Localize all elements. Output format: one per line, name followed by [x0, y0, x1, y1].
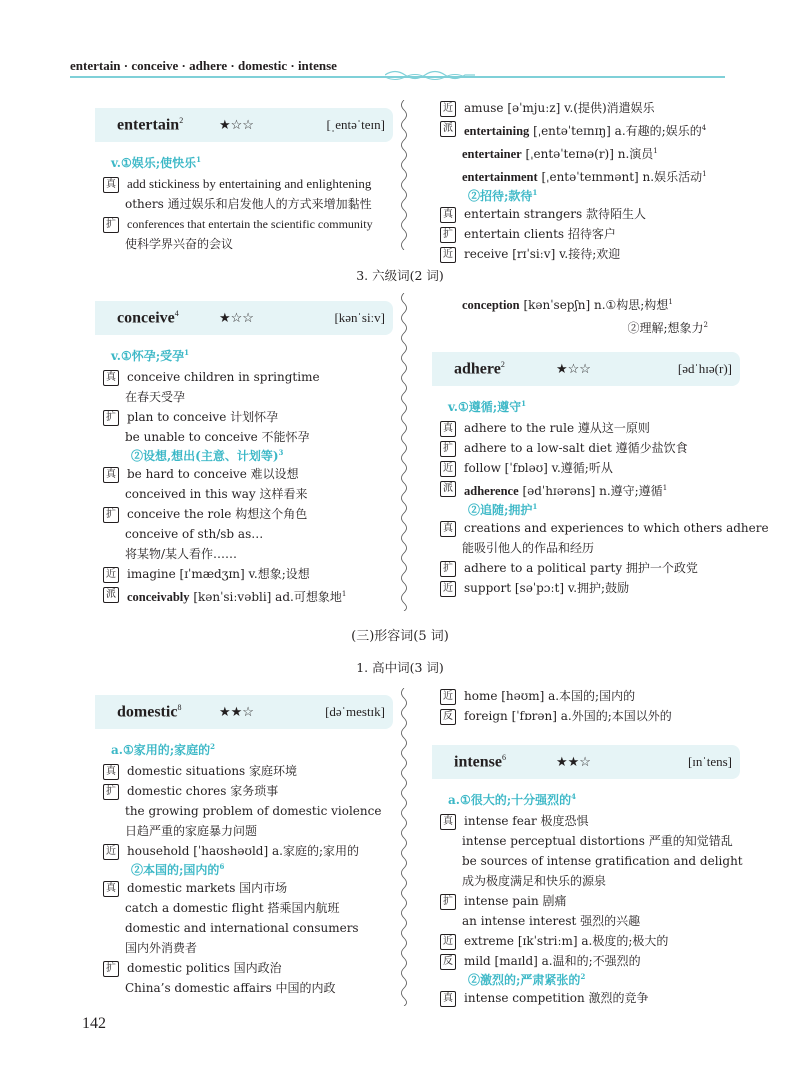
column-divider	[398, 688, 410, 1006]
headword-card	[432, 352, 740, 386]
tag-zhen-icon: 真	[440, 207, 456, 223]
example: 成为极度满足和快乐的源泉	[462, 874, 607, 888]
derivative: ②理解;想象力$^2$	[627, 321, 708, 335]
sense-heading: a.①家用的;家庭的$^2$	[111, 742, 216, 757]
example: an intense interest 强烈的兴趣	[462, 914, 641, 928]
tag-kuo-icon: 扩	[103, 784, 119, 800]
phonetic: [ˌentəˈteɪn]	[326, 117, 385, 132]
example: 能吸引他人的作品和经历	[462, 541, 595, 555]
tag-zhen-icon: 真	[440, 991, 456, 1007]
sense-heading: ②本国的;国内的$^6$	[131, 862, 225, 877]
example: 日趋严重的家庭暴力问题	[125, 824, 258, 838]
headword: intense$^6$	[454, 752, 506, 771]
example: adhere to the rule 遵从这一原则	[464, 421, 650, 435]
headword-card	[95, 301, 393, 335]
example: conceived in this way 这样看来	[125, 487, 308, 501]
headword-card	[95, 108, 393, 142]
tag-zhen-icon: 真	[103, 764, 119, 780]
tag-zhen-icon: 真	[440, 521, 456, 537]
example: conceive the role 构想这个角色	[127, 507, 308, 521]
example: be hard to conceive 难以设想	[127, 467, 299, 481]
section-heading: (三)形容词(5 词)	[351, 629, 449, 644]
derivative: entertainment [ˌentəˈteɪnmənt] n.娱乐活动$^1$	[462, 170, 707, 184]
example: domestic markets 国内市场	[127, 881, 288, 895]
entry-domestic	[103, 695, 393, 998]
tag-jin-icon: 近	[440, 461, 456, 477]
entry-intense	[440, 745, 743, 1008]
page-number: 142	[82, 1015, 106, 1032]
star-rating: ★☆☆	[219, 117, 254, 133]
example: China’s domestic affairs 中国的内政	[125, 981, 336, 995]
example: plan to conceive 计划怀孕	[127, 410, 279, 424]
entry-conceive	[103, 301, 393, 607]
tag-zhen-icon: 真	[103, 370, 119, 386]
example: the growing problem of domestic violence	[125, 804, 382, 818]
derivative: entertaining [ˌentəˈteɪnɪŋ] a.有趣的;娱乐的$^4$	[464, 124, 707, 138]
example: domestic and international consumers	[125, 921, 359, 935]
star-rating: ★☆☆	[219, 310, 254, 326]
sense-heading: ②追随;拥护$^1$	[468, 502, 538, 517]
synonym: support [səˈpɔːt] v.拥护;鼓励	[464, 581, 630, 595]
entry-entertain-cont	[440, 98, 740, 264]
example: be sources of intense gratification and delight	[462, 854, 743, 868]
tag-kuo-icon: 扩	[103, 961, 119, 977]
tag-fan-icon: 反	[440, 709, 456, 725]
header-ornament	[385, 68, 475, 82]
example: conceive children in springtime	[127, 370, 320, 384]
example: entertain strangers 款待陌生人	[464, 207, 646, 221]
derivative: adherence [ədˈhɪərəns] n.遵守;遵循$^1$	[464, 484, 668, 498]
tag-zhen-icon: 真	[103, 467, 119, 483]
example: entertain clients 招待客户	[464, 227, 616, 241]
tag-zhen-icon: 真	[440, 421, 456, 437]
tag-jin-icon: 近	[440, 247, 456, 263]
example: conceive of sth/sb as…	[125, 527, 264, 541]
sense-heading: v.①怀孕;受孕$^1$	[111, 348, 190, 363]
example: domestic politics 国内政治	[127, 961, 282, 975]
tag-kuo-icon: 扩	[103, 507, 119, 523]
example: intense competition 激烈的竞争	[464, 991, 649, 1005]
synonym: household [ˈhaʊshəʊld] a.家庭的;家用的	[127, 844, 359, 858]
sense-heading: v.①遵循;遵守$^1$	[448, 399, 527, 414]
running-header: entertain · conceive · adhere · domestic · intense	[70, 58, 337, 73]
sense-heading: a.①很大的;十分强烈的$^4$	[448, 792, 577, 807]
example: adhere to a political party 拥护一个政党	[464, 561, 698, 575]
example: conferences that entertain the scientific community	[127, 217, 373, 231]
sense-heading: ②激烈的;严肃紧张的$^2$	[468, 972, 586, 987]
example: domestic chores 家务琐事	[127, 784, 279, 798]
column-divider	[398, 100, 410, 250]
tag-jin-icon: 近	[440, 581, 456, 597]
section-heading: 1. 高中词(3 词)	[356, 660, 444, 675]
headword: conceive$^4$	[117, 308, 179, 327]
entry-entertain	[103, 108, 393, 254]
star-rating: ★☆☆	[556, 361, 591, 377]
example: catch a domestic flight 搭乘国内航班	[125, 901, 340, 915]
sense-heading: ②设想,想出(主意、计划等)$^3$	[131, 448, 284, 463]
entry-adhere	[440, 352, 769, 598]
entry-domestic-cont	[440, 686, 740, 726]
tag-jin-icon: 近	[440, 689, 456, 705]
sense-heading: v.①娱乐;使快乐$^1$	[111, 155, 202, 170]
headword: entertain$^2$	[117, 115, 184, 134]
sense-heading: ②招待;款待$^1$	[468, 188, 538, 203]
example: add stickiness by entertaining and enlightening	[127, 176, 372, 191]
synonym: home [həʊm] a.本国的;国内的	[464, 689, 636, 703]
header-rule	[70, 76, 725, 78]
headword: domestic$^8$	[117, 702, 182, 721]
example: 将某物/某人看作……	[125, 547, 238, 561]
tag-kuo-icon: 扩	[440, 561, 456, 577]
example: domestic situations 家庭环境	[127, 764, 298, 778]
tag-jin-icon: 近	[440, 101, 456, 117]
synonym: extreme [ɪkˈstriːm] a.极度的;极大的	[464, 934, 669, 948]
tag-jin-icon: 近	[103, 844, 119, 860]
phonetic: [kənˈsiːv]	[334, 310, 385, 325]
tag-kuo-icon: 扩	[440, 441, 456, 457]
star-rating: ★★☆	[556, 754, 591, 770]
example: be unable to conceive 不能怀孕	[125, 430, 310, 444]
example: intense perceptual distortions 严重的知觉错乱	[462, 834, 733, 848]
tag-zhen-icon: 真	[103, 177, 119, 193]
example: adhere to a low-salt diet 遵循少盐饮食	[464, 441, 688, 455]
tag-fan-icon: 反	[440, 954, 456, 970]
tag-kuo-icon: 扩	[103, 217, 119, 233]
phonetic: [ədˈhɪə(r)]	[677, 361, 732, 376]
headword: adhere$^2$	[454, 359, 505, 378]
tag-pai-icon: 派	[103, 587, 119, 603]
example: others 通过娱乐和启发他人的方式来增加黏性	[125, 197, 372, 211]
section-heading: 3. 六级词(2 词)	[356, 268, 444, 283]
entry-conceive-cont	[440, 292, 740, 338]
synonym: receive [rɪˈsiːv] v.接待;欢迎	[464, 247, 621, 261]
tag-pai-icon: 派	[440, 121, 456, 137]
synonym: imagine [ɪˈmædʒɪn] v.想象;设想	[127, 567, 310, 581]
phonetic: [dəˈmestɪk]	[325, 704, 385, 719]
star-rating: ★★☆	[219, 704, 254, 720]
phonetic: [ɪnˈtens]	[687, 754, 732, 769]
tag-kuo-icon: 扩	[440, 227, 456, 243]
headword-card	[432, 745, 740, 779]
example: 使科学界兴奋的会议	[125, 237, 234, 251]
tag-pai-icon: 派	[440, 481, 456, 497]
tag-jin-icon: 近	[440, 934, 456, 950]
tag-kuo-icon: 扩	[440, 894, 456, 910]
tag-zhen-icon: 真	[103, 881, 119, 897]
tag-zhen-icon: 真	[440, 814, 456, 830]
derivative: entertainer [ˌentəˈteɪnə(r)] n.演员$^1$	[462, 147, 658, 161]
headword-card	[95, 695, 393, 729]
example: intense fear 极度恐惧	[464, 814, 589, 828]
tag-jin-icon: 近	[103, 567, 119, 583]
example: 在春天受孕	[125, 390, 186, 404]
tag-kuo-icon: 扩	[103, 410, 119, 426]
synonym: follow [ˈfɒləʊ] v.遵循;听从	[464, 461, 613, 475]
example: 国内外消费者	[125, 941, 198, 955]
antonym: mild [maɪld] a.温和的;不强烈的	[464, 954, 641, 968]
derivative: conceivably [kənˈsiːvəbli] ad.可想象地$^1$	[127, 590, 347, 604]
derivative: conception [kənˈsepʃn] n.①构思;构想$^1$	[462, 298, 673, 312]
example: creations and experiences to which others adhere	[464, 521, 769, 535]
example: intense pain 剧痛	[464, 894, 567, 908]
column-divider	[398, 293, 410, 611]
antonym: foreign [ˈfɒrən] a.外国的;本国以外的	[464, 709, 672, 723]
synonym: amuse [əˈmjuːz] v.(提供)消遣娱乐	[464, 101, 655, 115]
